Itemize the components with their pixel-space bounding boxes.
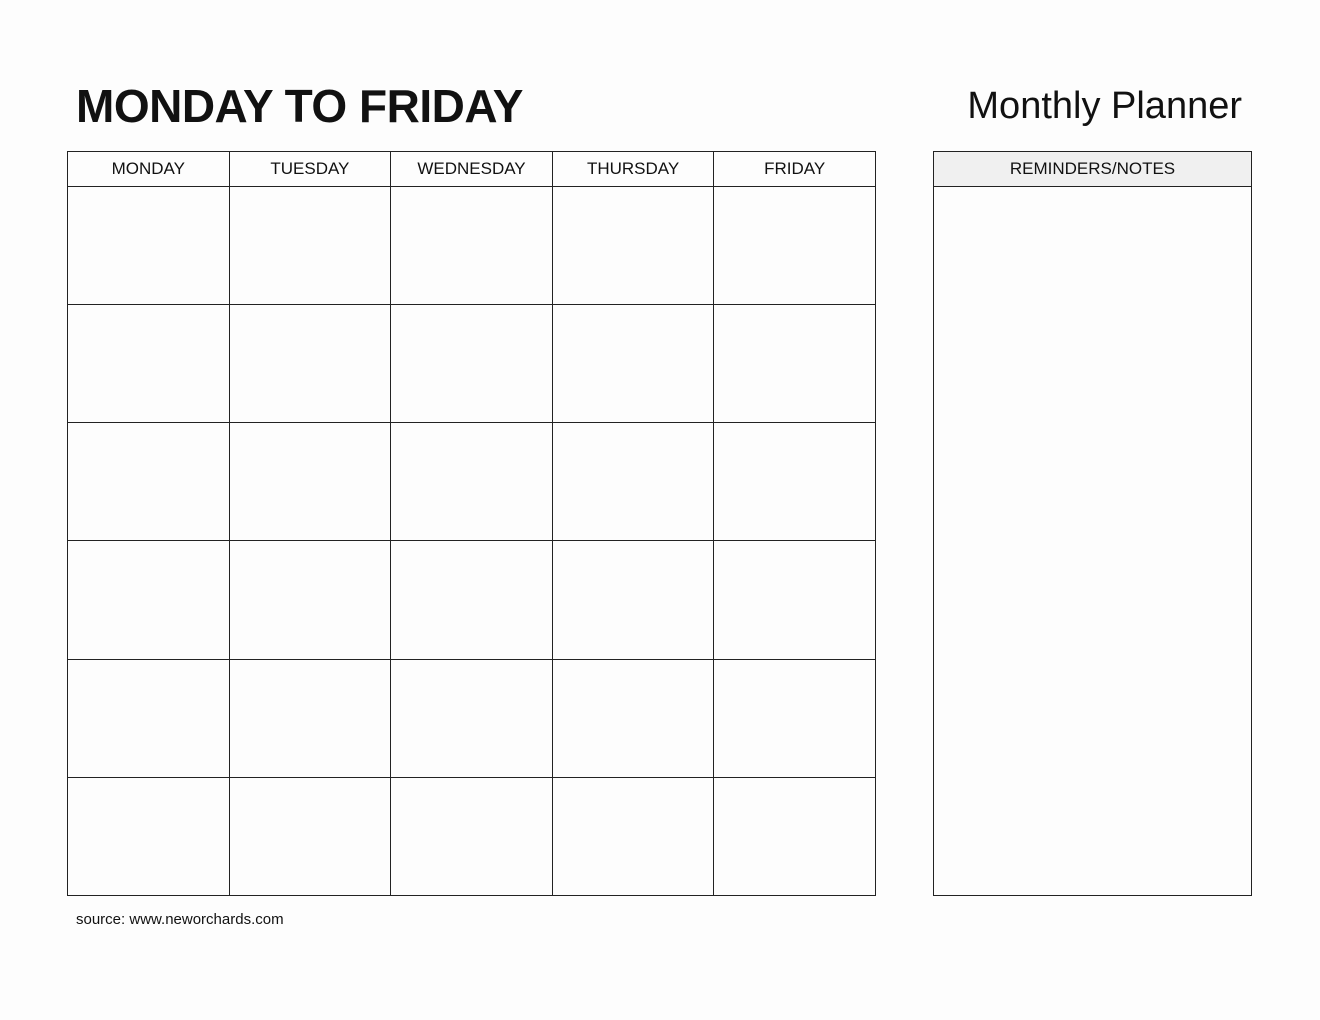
day-cell-friday[interactable] <box>714 659 876 777</box>
day-cell-thursday[interactable] <box>552 305 714 423</box>
day-cell-tuesday[interactable] <box>229 659 391 777</box>
day-cell-friday[interactable] <box>714 305 876 423</box>
day-cell-tuesday[interactable] <box>229 777 391 895</box>
day-cell-wednesday[interactable] <box>391 423 553 541</box>
day-header-wednesday: WEDNESDAY <box>391 152 553 187</box>
week-row <box>68 187 876 305</box>
day-cell-wednesday[interactable] <box>391 777 553 895</box>
day-cell-thursday[interactable] <box>552 777 714 895</box>
week-row <box>68 305 876 423</box>
day-cell-friday[interactable] <box>714 777 876 895</box>
day-cell-thursday[interactable] <box>552 423 714 541</box>
day-cell-monday[interactable] <box>68 423 230 541</box>
day-header-friday: FRIDAY <box>714 152 876 187</box>
source-credit: source: www.neworchards.com <box>76 911 284 928</box>
week-row <box>68 541 876 659</box>
weekday-calendar-grid <box>67 151 876 896</box>
day-cell-tuesday[interactable] <box>229 423 391 541</box>
day-cell-thursday[interactable] <box>552 541 714 659</box>
day-cell-monday[interactable] <box>68 659 230 777</box>
day-header-monday: MONDAY <box>68 152 230 187</box>
week-row <box>68 777 876 895</box>
day-cell-wednesday[interactable] <box>391 305 553 423</box>
page-title: MONDAY TO FRIDAY <box>76 80 523 132</box>
day-header-thursday: THURSDAY <box>552 152 714 187</box>
day-cell-friday[interactable] <box>714 423 876 541</box>
day-cell-friday[interactable] <box>714 541 876 659</box>
week-row <box>68 659 876 777</box>
day-cell-monday[interactable] <box>68 777 230 895</box>
day-cell-monday[interactable] <box>68 541 230 659</box>
day-cell-wednesday[interactable] <box>391 659 553 777</box>
day-cell-wednesday[interactable] <box>391 187 553 305</box>
week-row <box>68 423 876 541</box>
day-header-tuesday: TUESDAY <box>229 152 391 187</box>
calendar-body <box>68 187 876 896</box>
day-cell-tuesday[interactable] <box>229 187 391 305</box>
day-cell-tuesday[interactable] <box>229 305 391 423</box>
day-cell-monday[interactable] <box>68 187 230 305</box>
day-cell-friday[interactable] <box>714 187 876 305</box>
page-subtitle: Monthly Planner <box>967 85 1242 127</box>
reminders-notes-panel <box>933 151 1252 896</box>
reminders-notes-area[interactable] <box>934 187 1251 895</box>
day-header-row <box>68 152 876 187</box>
day-cell-wednesday[interactable] <box>391 541 553 659</box>
day-cell-tuesday[interactable] <box>229 541 391 659</box>
reminders-notes-header: REMINDERS/NOTES <box>934 152 1251 187</box>
day-cell-thursday[interactable] <box>552 659 714 777</box>
day-cell-thursday[interactable] <box>552 187 714 305</box>
day-cell-monday[interactable] <box>68 305 230 423</box>
